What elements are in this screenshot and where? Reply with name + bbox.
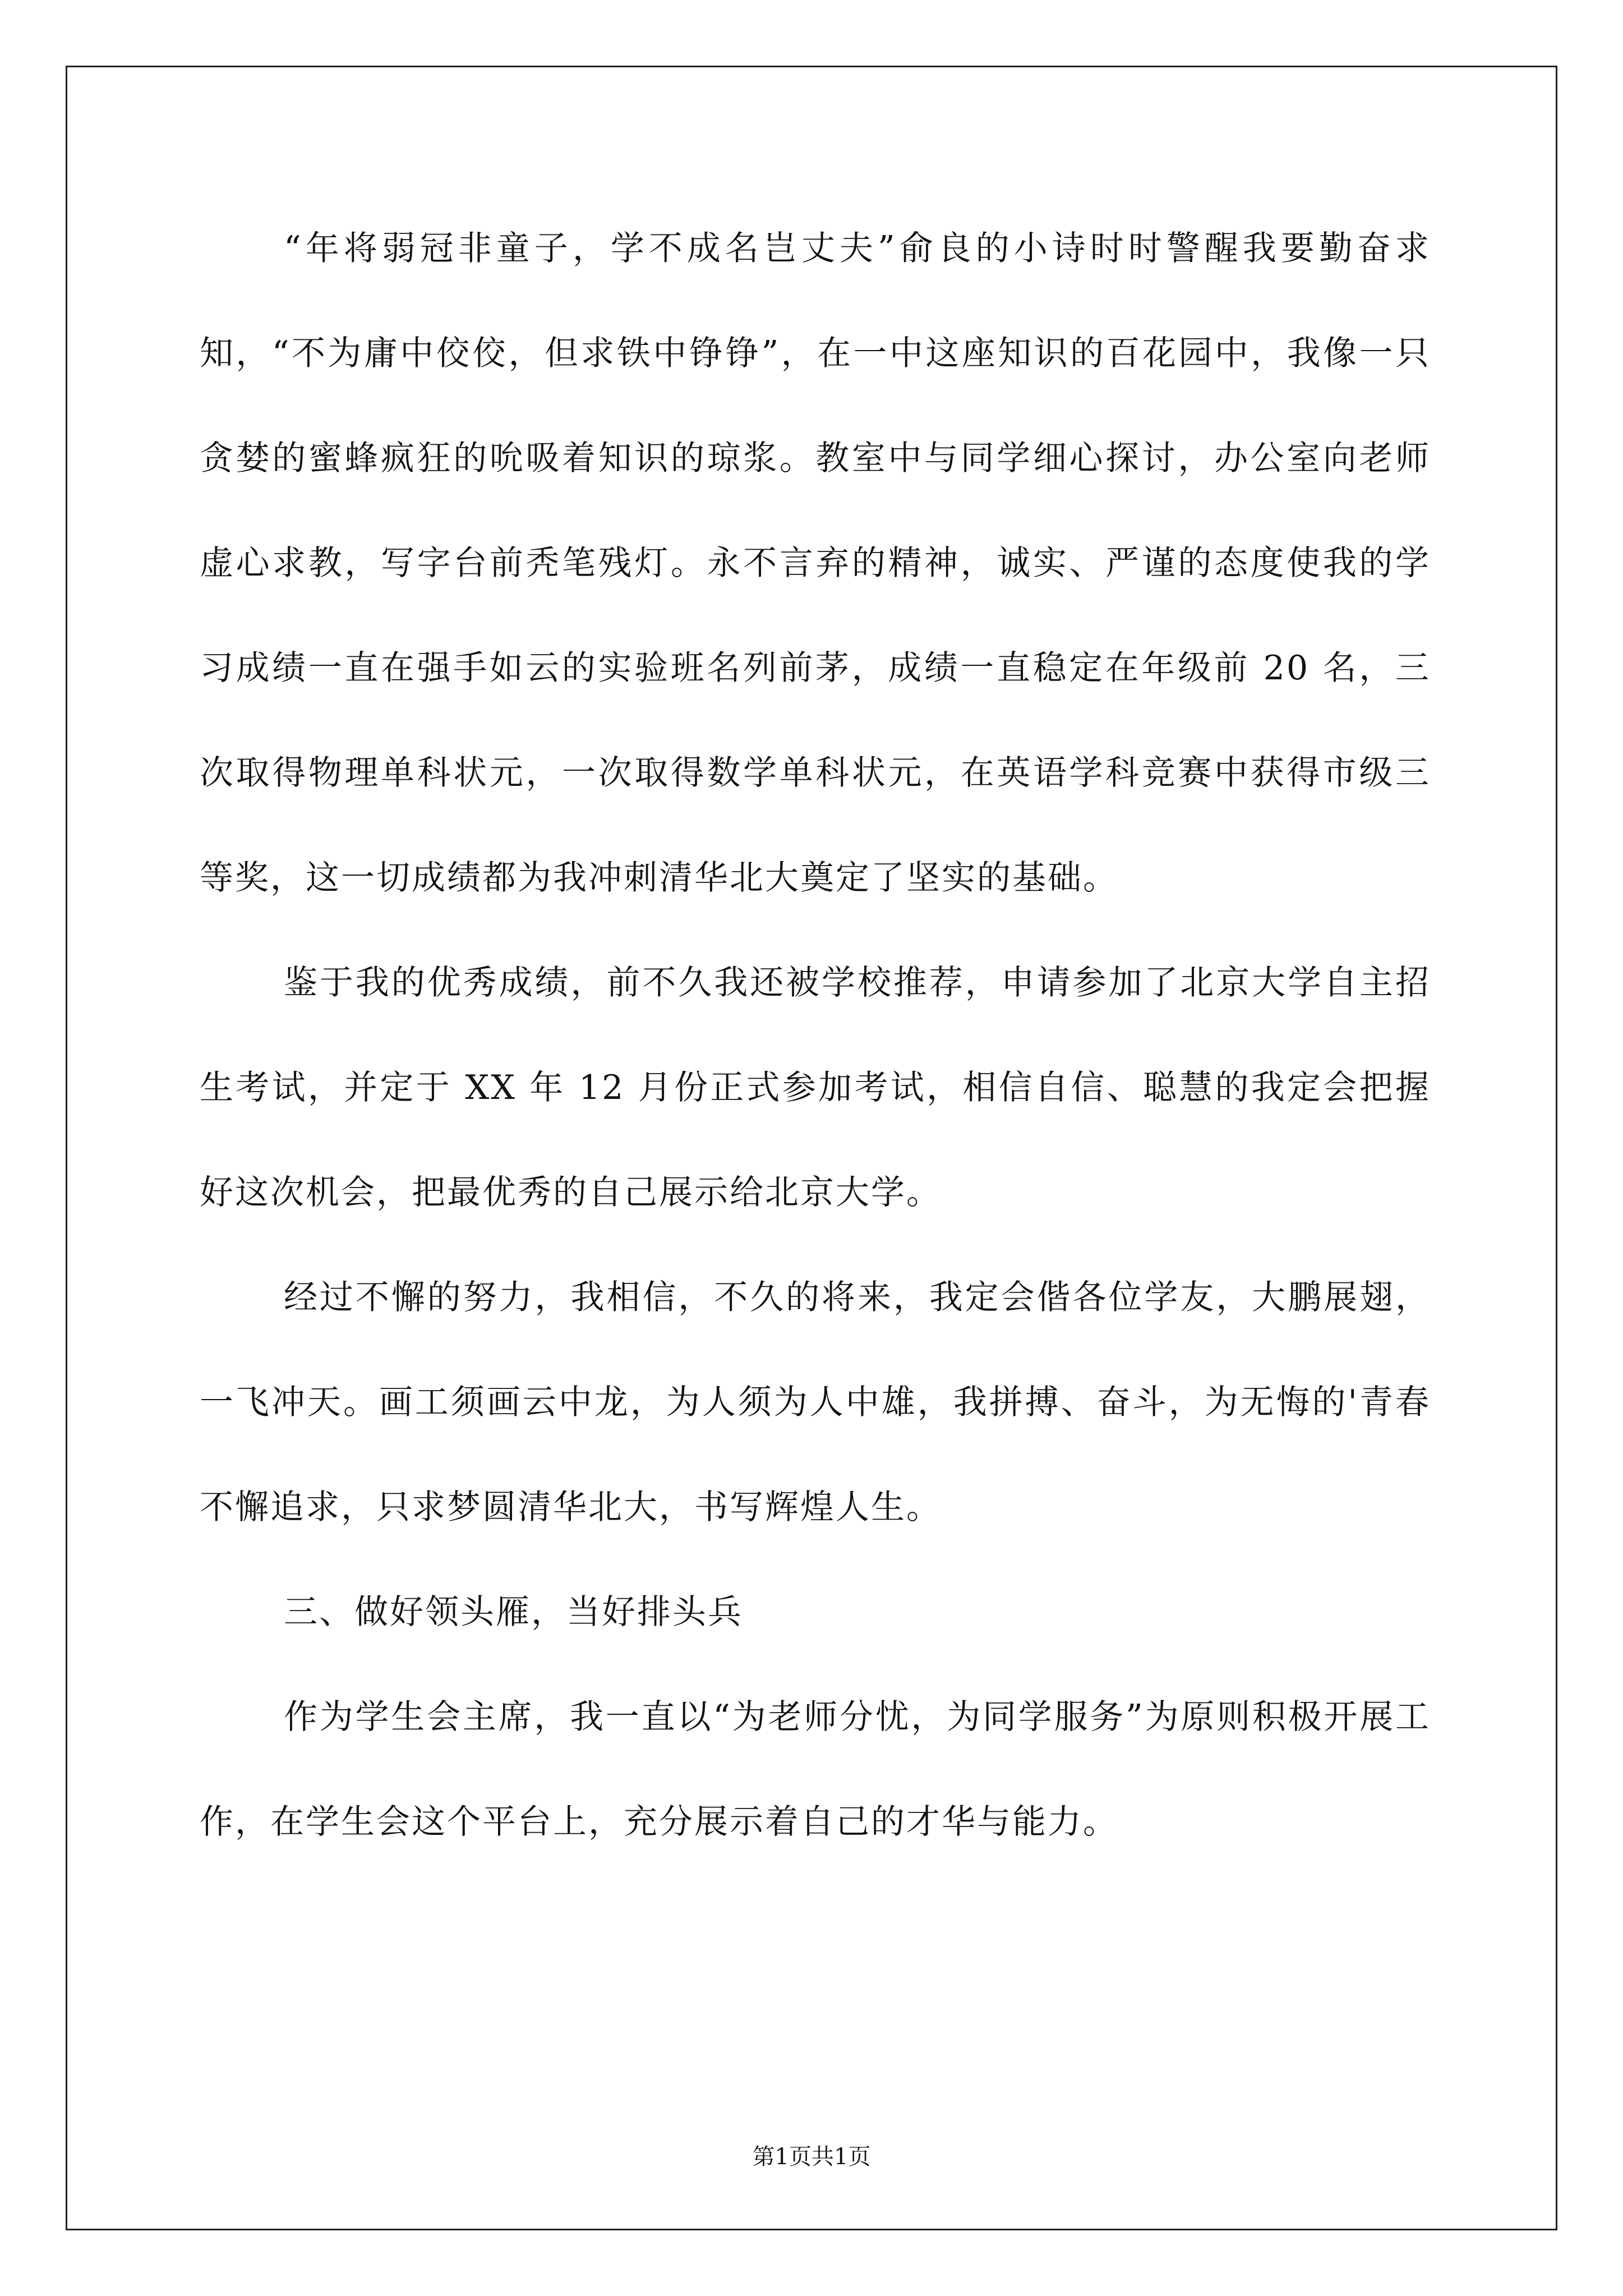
page-footer	[0, 2143, 1623, 2171]
page-number: 第1页	[752, 2144, 811, 2170]
document-body	[200, 196, 1431, 1875]
page-total: 共1页	[811, 2144, 871, 2170]
paragraph-student-union: 作为学生会主席，我一直以“为老师分忧，为同学服务”为原则积极开展工作，在学生会这个平台上，充分展示着自己的才华与能力。	[200, 1697, 1431, 1842]
paragraph-recommendation: 鉴于我的优秀成绩，前不久我还被学校推荐，申请参加了北京大学自主招生考试，并定于 XX 年 12 月份正式参加考试，相信自信、聪慧的我定会把握好这次机会，把最优秀的自己展示给北京大学。	[200, 963, 1431, 1212]
paragraph-study: “年将弱冠非童子，学不成名岂丈夫”俞良的小诗时时警醒我要勤奋求知，“不为庸中佼佼，但求铁中铮铮”，在一中这座知识的百花园中，我像一只贪婪的蜜蜂疯狂的吮吸着知识的琼浆。教室中与同学细心探讨，办公室向老师虚心求教，写字台前秃笔残灯。永不言弃的精神，诚实、严谨的态度使我的学习成绩一直在强手如云的实验班名列前茅，成绩一直稳定在年级前 20 名，三次取得物理单科状元，一次取得数学单科状元，在英语学科竞赛中获得市级三等奖，这一切成绩都为我冲刺清华北大奠定了坚实的基础。	[200, 229, 1431, 898]
paragraph-aspiration: 经过不懈的努力，我相信，不久的将来，我定会偕各位学友，大鹏展翅，一飞冲天。画工须画云中龙，为人须为人中雄，我拼搏、奋斗，为无悔的'青春不懈追求，只求梦圆清华北大，书写辉煌人生。	[200, 1278, 1431, 1527]
section-heading: 三、做好领头雁，当好排头兵	[284, 1593, 743, 1632]
